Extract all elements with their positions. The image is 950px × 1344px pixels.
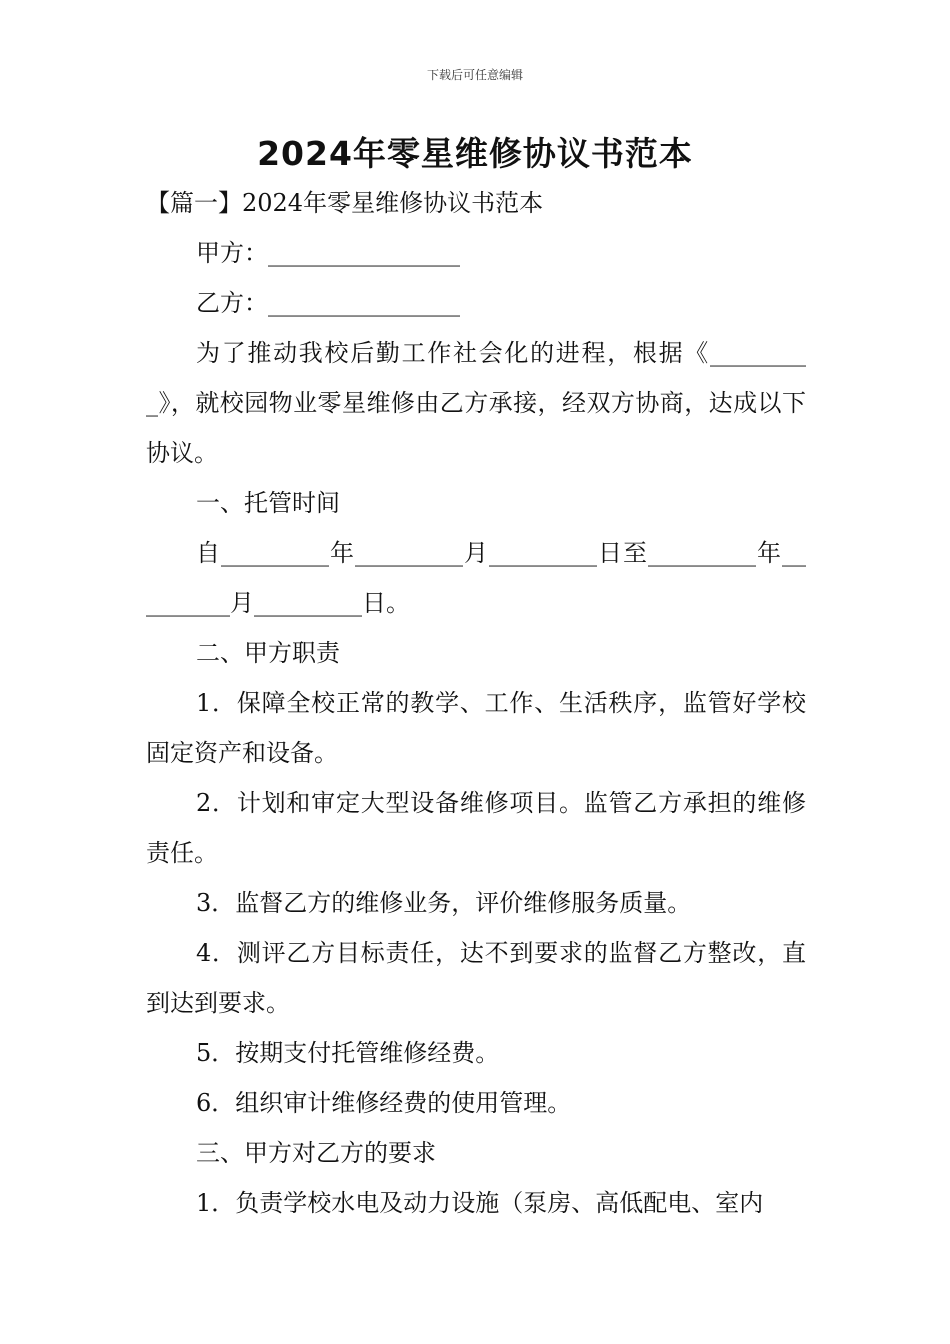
party-a-duty-4: 4．测评乙方目标责任，达不到要求的监督乙方整改，直到达到要求。 (146, 939, 806, 1017)
clause-heading-1: 一、托管时间 (196, 489, 340, 517)
clause-heading-3: 三、甲方对乙方的要求 (196, 1139, 436, 1167)
clause-heading-2: 二、甲方职责 (196, 639, 340, 667)
party-a-duty-5: 5．按期支付托管维修经费。 (196, 1039, 500, 1067)
party-a-duty-1: 1．保障全校正常的教学、工作、生活秩序，监管好学校固定资产和设备。 (146, 689, 806, 767)
section-heading: 【篇一】2024年零星维修协议书范本 (146, 189, 544, 217)
document-body (146, 178, 806, 1228)
party-a-duty-3: 3．监督乙方的维修业务，评价维修服务质量。 (196, 889, 692, 917)
party-a-line: 甲方：________________ (196, 239, 460, 267)
document-title: 2024年零星维修协议书范本 (257, 134, 693, 173)
header-note: 下载后可任意编辑 (426, 68, 523, 82)
requirement-1: 1．负责学校水电及动力设施（泵房、高低配电、室内 (196, 1189, 764, 1217)
party-a-duty-6: 6．组织审计维修经费的使用管理。 (196, 1089, 572, 1117)
term-period-paragraph: 自_________年_________月_________日至_________年_________月_________日。 (146, 539, 806, 617)
party-b-line: 乙方：________________ (196, 289, 460, 317)
party-a-duty-2: 2．计划和审定大型设备维修项目。监管乙方承担的维修责任。 (146, 789, 806, 867)
preamble-paragraph: 为了推动我校后勤工作社会化的进程，根据《_________》，就校园物业零星维修由乙方承接，经双方协商，达成以下协议。 (146, 339, 806, 467)
